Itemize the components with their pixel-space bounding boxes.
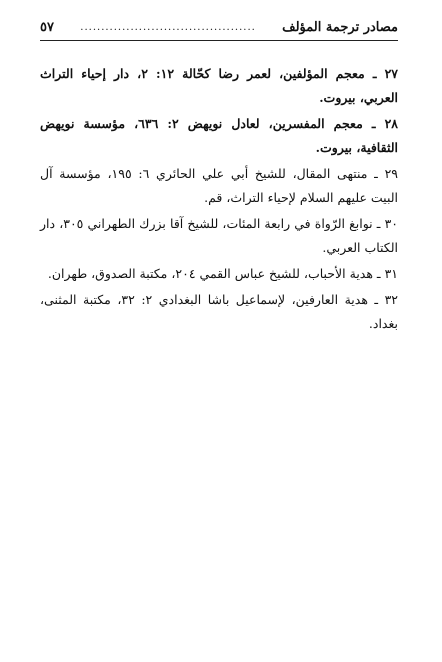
bibliography-entry-31: ٣١ ـ هدية الأحباب، للشيخ عباس القمي ٢٠٤، مكتبة الصدوق، طهران. <box>47 266 398 281</box>
running-header-title: مصادر ترجمة المؤلف <box>282 19 398 35</box>
running-header <box>40 16 398 38</box>
header-rule <box>40 40 398 41</box>
page-number: ٥٧ <box>40 19 54 35</box>
bibliography-list <box>40 62 398 338</box>
bibliography-entry-28: ٢٨ ـ معجم المفسرين، لعادل نويهض ٢: ٦٣٦، مؤسسة نويهض الثقافية، بيروت. <box>40 116 398 155</box>
bibliography-entry-30: ٣٠ ـ نوابغ الرّواة في رابعة المئات، للشيخ آقا بزرك الطهراني ٣٠٥، دار الكتاب العربي. <box>40 216 398 255</box>
bibliography-entry-32: ٣٢ ـ هدية العارفين، لإسماعيل باشا البغدادي ٢: ٣٢، مكتبة المثنى، بغداد. <box>40 292 399 331</box>
bibliography-entry-29: ٢٩ ـ منتهى المقال، للشيخ أبي علي الحائري ٦: ١٩٥، مؤسسة آل البيت عليهم السلام لإحياء التراث، قم. <box>40 166 399 205</box>
bibliography-entry-27: ٢٧ ـ معجم المؤلفين، لعمر رضا كحّالة ١٢: ٢، دار إحياء التراث العربي، بيروت. <box>40 66 399 105</box>
header-leader-dots: .......................................... <box>80 21 256 33</box>
